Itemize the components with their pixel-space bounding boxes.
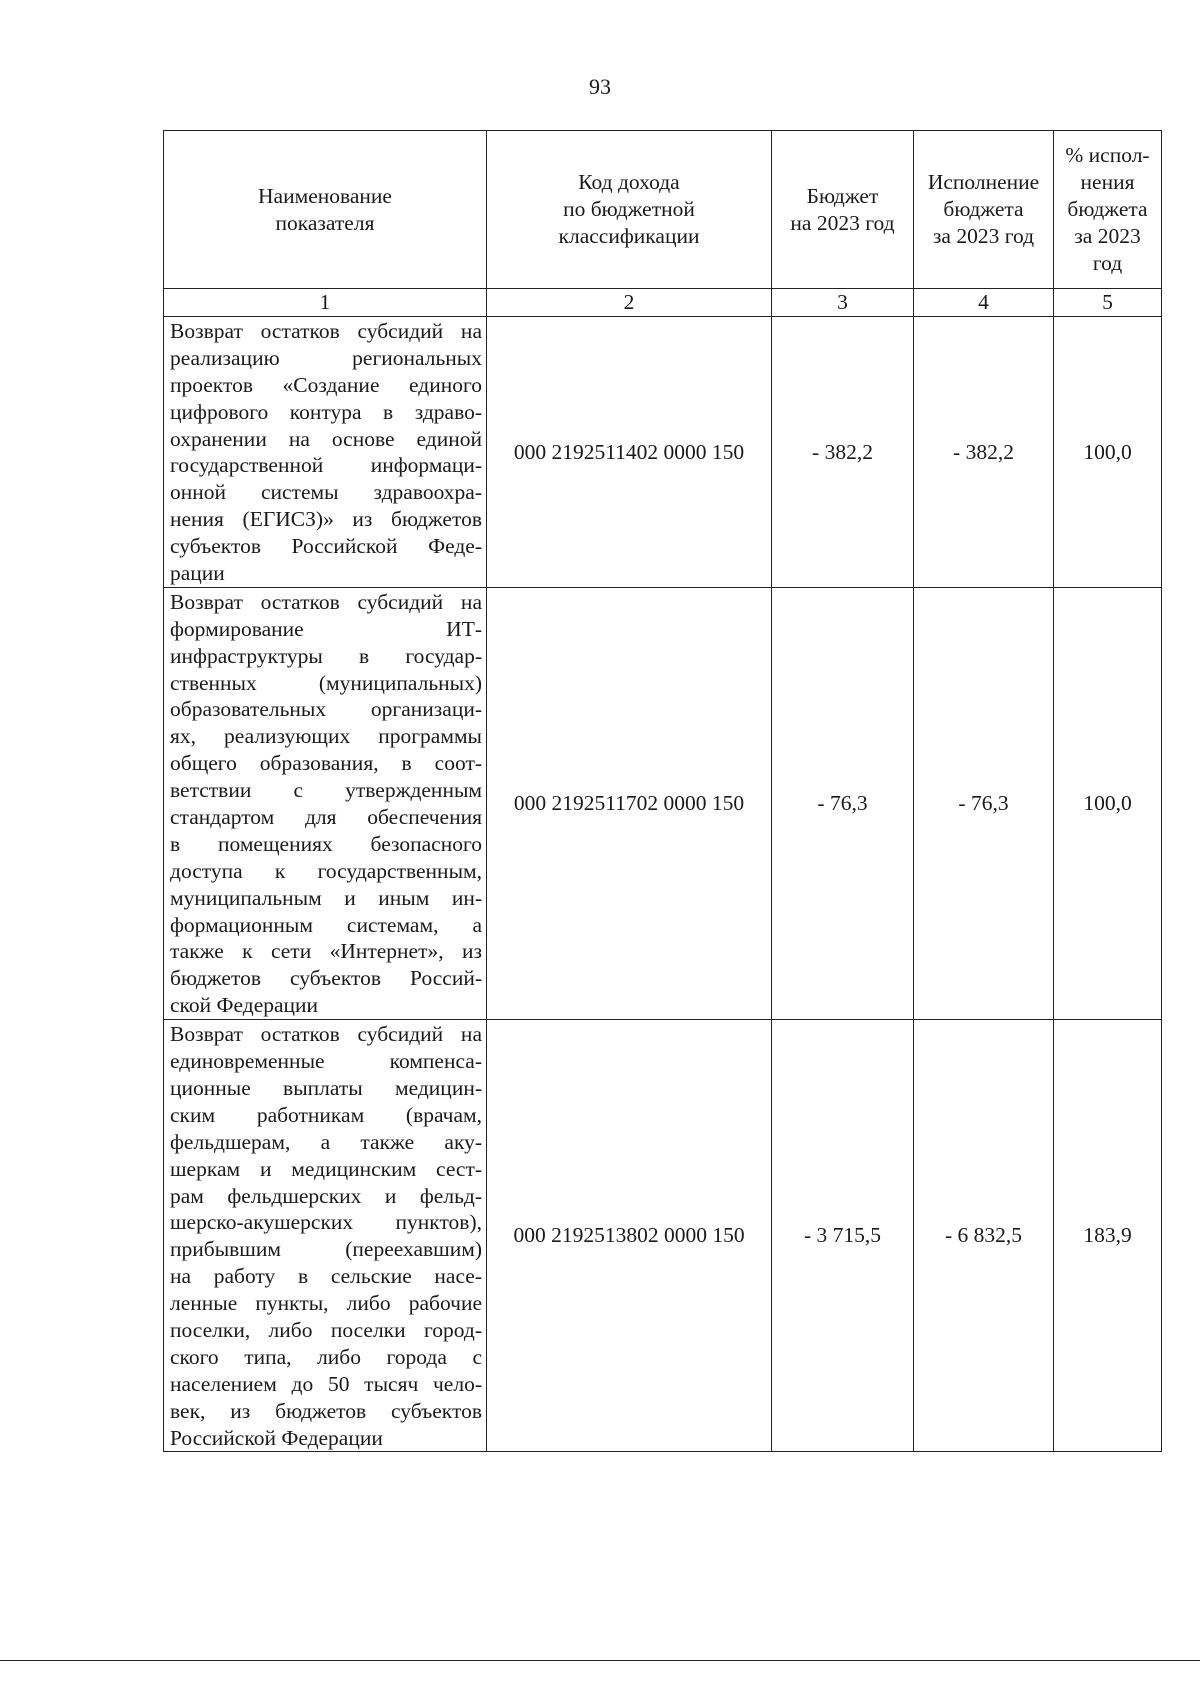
indicator-name-line: цифрового контура в здраво- bbox=[170, 399, 482, 424]
header-budget-2023 bbox=[772, 131, 914, 289]
column-number: 2 bbox=[487, 289, 772, 317]
income-code-cell: 000 2192513802 0000 150 bbox=[487, 1020, 772, 1452]
budget-cell: - 382,2 bbox=[772, 317, 914, 588]
indicator-name-line: ленные пункты, либо рабочие bbox=[170, 1291, 482, 1316]
header-line: за 2023 bbox=[1074, 224, 1141, 248]
indicator-name-line: ским работникам (врачам, bbox=[170, 1102, 482, 1127]
header-line: нения bbox=[1080, 170, 1135, 194]
header-execution-2023 bbox=[914, 131, 1054, 289]
indicator-name-line: фельдшерам, а также аку- bbox=[170, 1129, 482, 1154]
indicator-name-line: охранении на основе единой bbox=[170, 426, 482, 451]
indicator-name-line: ях, реализующих программы bbox=[170, 724, 482, 749]
indicator-name-line: поселки, либо поселки город- bbox=[170, 1317, 482, 1342]
header-line: на 2023 год bbox=[790, 210, 895, 235]
header-line: бюджета bbox=[943, 197, 1024, 221]
percent-cell: 100,0 bbox=[1054, 587, 1162, 1019]
indicator-name-line: проектов «Создание единого bbox=[170, 372, 482, 397]
header-line: Наименование bbox=[258, 183, 392, 208]
indicator-name-line: ственных (муниципальных) bbox=[170, 670, 482, 695]
indicator-name-line: Возврат остатков субсидий на bbox=[170, 1022, 482, 1047]
indicator-name-cell bbox=[164, 1020, 487, 1452]
indicator-name-line: прибывшим (переехавшим) bbox=[170, 1237, 482, 1262]
indicator-name-line: ской Федерации bbox=[170, 993, 319, 1018]
income-code-cell: 000 2192511702 0000 150 bbox=[487, 587, 772, 1019]
indicator-name-line: населением до 50 тысяч чело- bbox=[170, 1371, 482, 1396]
indicator-name-line: ветствии с утвержденным bbox=[170, 778, 482, 803]
indicator-name-line: образовательных организаци- bbox=[170, 697, 482, 722]
column-number: 5 bbox=[1054, 289, 1162, 317]
column-number: 3 bbox=[772, 289, 914, 317]
header-execution-percent bbox=[1054, 131, 1162, 289]
indicator-name-line: реализацию региональных bbox=[170, 345, 482, 370]
indicator-name-line: единовременные компенса- bbox=[170, 1049, 482, 1074]
header-line: классификации bbox=[558, 224, 700, 248]
indicator-name-line: нения (ЕГИСЗ)» из бюджетов bbox=[170, 507, 482, 532]
income-code-cell: 000 2192511402 0000 150 bbox=[487, 317, 772, 588]
percent-cell: 183,9 bbox=[1054, 1020, 1162, 1452]
indicator-name-line: Возврат остатков субсидий на bbox=[170, 319, 482, 343]
execution-cell: - 382,2 bbox=[914, 317, 1054, 588]
indicator-name-line: доступа к государственным, bbox=[170, 858, 482, 883]
header-line: бюджета bbox=[1067, 197, 1148, 221]
percent-cell: 100,0 bbox=[1054, 317, 1162, 588]
indicator-name-line: онной системы здравоохра- bbox=[170, 480, 482, 505]
indicator-name-line: рации bbox=[170, 561, 225, 586]
indicator-name-line: рам фельдшерских и фельд- bbox=[170, 1183, 482, 1208]
indicator-name-line: муниципальным и иным ин- bbox=[170, 885, 482, 910]
execution-cell: - 76,3 bbox=[914, 587, 1054, 1019]
column-number: 4 bbox=[914, 289, 1054, 317]
indicator-name-line: субъектов Российской Феде- bbox=[170, 534, 482, 559]
budget-cell: - 3 715,5 bbox=[772, 1020, 914, 1452]
indicator-name-line: шеркам и медицинским сест- bbox=[170, 1156, 482, 1181]
header-line: Исполнение bbox=[927, 170, 1040, 194]
table-row bbox=[164, 317, 1162, 588]
indicator-name-line: инфраструктуры в государ- bbox=[170, 643, 482, 668]
header-line: за 2023 год bbox=[932, 224, 1035, 248]
header-row bbox=[164, 131, 1162, 289]
indicator-name-line: в помещениях безопасного bbox=[170, 831, 482, 856]
page-number: 93 bbox=[589, 74, 611, 99]
indicator-name-line: ционные выплаты медицин- bbox=[170, 1075, 482, 1100]
indicator-name-line: формационным системам, а bbox=[170, 912, 482, 937]
footer-rule bbox=[0, 1660, 1200, 1661]
budget-cell: - 76,3 bbox=[772, 587, 914, 1019]
indicator-name-line: также к сети «Интернет», из bbox=[170, 939, 482, 964]
indicator-name-line: формирование ИТ- bbox=[170, 616, 482, 641]
indicator-name-line: Российской Федерации bbox=[170, 1425, 383, 1450]
indicator-name-line: стандартом для обеспечения bbox=[170, 805, 482, 830]
indicator-name-cell bbox=[164, 587, 487, 1019]
header-line: Бюджет bbox=[806, 183, 879, 208]
header-income-code bbox=[487, 131, 772, 289]
table-row bbox=[164, 1020, 1162, 1452]
indicator-name-line: ского типа, либо города с bbox=[170, 1344, 482, 1369]
header-line: Код дохода bbox=[578, 170, 680, 194]
indicator-name-line: Возврат остатков субсидий на bbox=[170, 589, 482, 614]
indicator-name-line: общего образования, в соот- bbox=[170, 751, 482, 776]
budget-table bbox=[163, 130, 1162, 1452]
indicator-name-line: век, из бюджетов субъектов bbox=[170, 1398, 482, 1423]
header-line: год bbox=[1092, 251, 1123, 275]
header-line: по бюджетной bbox=[563, 197, 695, 221]
indicator-name-line: бюджетов субъектов Россий- bbox=[170, 966, 482, 991]
indicator-name-line: государственной информаци- bbox=[170, 453, 482, 478]
column-numbers-row bbox=[164, 289, 1162, 317]
indicator-name-cell bbox=[164, 317, 487, 588]
indicator-name-line: шерско-акушерских пунктов), bbox=[170, 1210, 482, 1235]
column-number: 1 bbox=[164, 289, 487, 317]
header-indicator-name bbox=[164, 131, 487, 289]
header-line: показателя bbox=[275, 210, 375, 235]
header-line: % испол- bbox=[1065, 143, 1150, 167]
indicator-name-line: на работу в сельские насе- bbox=[170, 1264, 482, 1289]
table-row bbox=[164, 587, 1162, 1019]
execution-cell: - 6 832,5 bbox=[914, 1020, 1054, 1452]
